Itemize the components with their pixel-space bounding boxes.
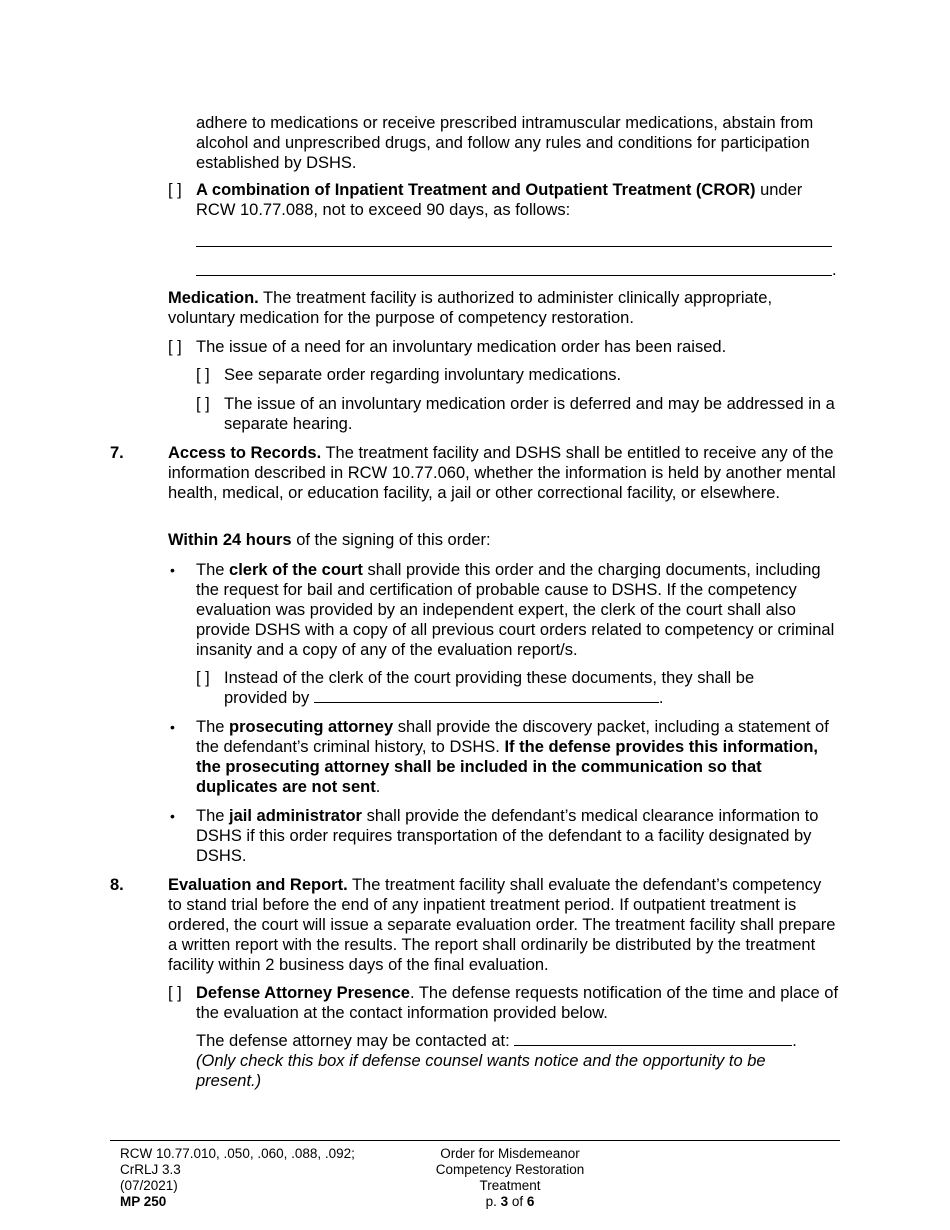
bullet-clerk-bold: clerk of the court	[229, 561, 363, 579]
deferred-option: The issue of an involuntary medication order is deferred and may be addressed in a separate hearing.	[224, 395, 835, 433]
bullet-clerk	[196, 560, 841, 660]
checkbox-combination[interactable]: [ ]	[168, 181, 182, 199]
blank-line-period: .	[832, 261, 837, 279]
bullet-jail-text: shall provide the defendant’s medical clearance information to DSHS if this order requires transportation of the defendant to a facility designated by DSHS.	[196, 807, 819, 865]
alt-provider-text: Instead of the clerk of the court providing these documents, they shall be provided by	[224, 669, 755, 707]
footer-divider	[110, 1140, 840, 1141]
footer-title-2: Competency Restoration	[435, 1162, 585, 1177]
defense-contact-text: The defense attorney may be contacted at:	[196, 1032, 515, 1050]
bullet-prosecutor-bold2: If the defense provides this information, the prosecuting attorney shall be included in the communication so that duplicates are not sent	[196, 738, 818, 796]
within-24-hours	[168, 530, 838, 550]
section-7-number: 7.	[110, 444, 124, 462]
checkbox-separate-order[interactable]: [ ]	[196, 366, 210, 384]
checkbox-defense-presence[interactable]: [ ]	[168, 984, 182, 1002]
footer-page-number: p. 3 of 6	[485, 1194, 535, 1209]
bullet-prosecutor-text: shall provide the discovery packet, including a statement of the defendant’s criminal history, to DSHS.	[196, 718, 829, 756]
checkbox-deferred[interactable]: [ ]	[196, 395, 210, 413]
section-7-text: The treatment facility and DSHS shall be entitled to receive any of the information described in RCW 10.77.060, whether the information is held by another mental health, medical, or education facility, a jail or other correctional facility, or elsewhere.	[168, 444, 836, 502]
section-8-paragraph	[168, 875, 838, 975]
bullet-2-icon: •	[170, 719, 175, 735]
checkbox-alt-provider[interactable]: [ ]	[196, 669, 210, 687]
bullet-jail-bold: jail administrator	[229, 807, 362, 825]
combination-option	[196, 180, 841, 220]
section-7-paragraph	[168, 443, 838, 503]
separate-order-option: See separate order regarding involuntary medications.	[224, 366, 622, 384]
section-8-text: The treatment facility shall evaluate the defendant’s competency to stand trial before the end of any inpatient treatment period. If outpatient treatment is ordered, the court will issue a separate evaluation order. The treatment facility shall prepare a written report with the results. The report shall ordinarily be distributed by the treatment facility within 2 business days of the final evaluation.	[168, 876, 836, 974]
med-order-raised-option: The issue of a need for an involuntary medication order has been raised.	[196, 338, 727, 356]
within-24-hours-bold: Within 24 hours	[168, 531, 292, 549]
blank-line-1[interactable]	[196, 246, 832, 247]
section-8-heading: Evaluation and Report.	[168, 876, 348, 894]
medication-heading: Medication.	[168, 289, 259, 307]
footer-rule-ref: CrRLJ 3.3	[120, 1162, 181, 1177]
section-8-number: 8.	[110, 876, 124, 894]
bullet-jail-pre: The	[196, 807, 230, 825]
bullet-clerk-text: shall provide this order and the charging documents, including the request for bail and certification of probable cause to DSHS. If the competency evaluation was provided by an independent expert, the clerk of the court shall also provide DSHS with a copy of all previous court orders related to competency or criminal insanity and a copy of any of the evaluation report/s.	[196, 561, 835, 659]
alt-provider-option	[224, 668, 784, 708]
footer-statute: RCW 10.77.010, .050, .060, .088, .092;	[120, 1146, 355, 1161]
defense-contact-blank[interactable]	[514, 1031, 792, 1046]
footer-form-id: MP 250	[120, 1194, 167, 1209]
defense-presence-heading: Defense Attorney Presence	[196, 984, 410, 1002]
section-7-heading: Access to Records.	[168, 444, 322, 462]
footer-left	[120, 1146, 355, 1210]
defense-presence-text: . The defense requests notification of the time and place of the evaluation at the contact information provided below.	[196, 984, 839, 1022]
bullet-prosecutor-pre: The	[196, 718, 230, 736]
footer-title-1: Order for Misdemeanor	[440, 1146, 580, 1161]
bullet-1-icon: •	[170, 562, 175, 578]
medication-paragraph	[168, 288, 818, 328]
checkbox-med-order-raised[interactable]: [ ]	[168, 338, 182, 356]
bullet-clerk-pre: The	[196, 561, 230, 579]
bullet-jail	[196, 806, 841, 866]
footer-center	[410, 1146, 610, 1210]
alt-provider-blank[interactable]	[314, 688, 659, 703]
combination-text: under RCW 10.77.088, not to exceed 90 days, as follows:	[196, 181, 803, 219]
within-24-hours-text: of the signing of this order:	[291, 531, 491, 549]
continued-paragraph: adhere to medications or receive prescribed intramuscular medications, abstain from alcohol and unprescribed drugs, and follow any rules and conditions for participation established by DSHS.	[196, 114, 814, 172]
defense-contact-period: .	[792, 1032, 797, 1050]
defense-contact-note: (Only check this box if defense counsel wants notice and the opportunity to be present.)	[196, 1052, 766, 1090]
blank-line-2[interactable]	[196, 275, 832, 276]
defense-contact	[196, 1031, 841, 1051]
footer-title-3: Treatment	[479, 1178, 541, 1193]
combination-title: A combination of Inpatient Treatment and Outpatient Treatment (CROR)	[196, 181, 756, 199]
bullet-prosecutor-bold: prosecuting attorney	[229, 718, 394, 736]
defense-presence-option	[196, 983, 841, 1023]
alt-provider-period: .	[658, 689, 664, 707]
bullet-3-icon: •	[170, 808, 175, 824]
medication-text: The treatment facility is authorized to administer clinically appropriate, voluntary medication for the purpose of competency restoration.	[168, 289, 773, 327]
bullet-prosecutor-end: .	[375, 778, 381, 796]
bullet-prosecutor	[196, 717, 841, 797]
footer-date: (07/2021)	[120, 1178, 178, 1193]
